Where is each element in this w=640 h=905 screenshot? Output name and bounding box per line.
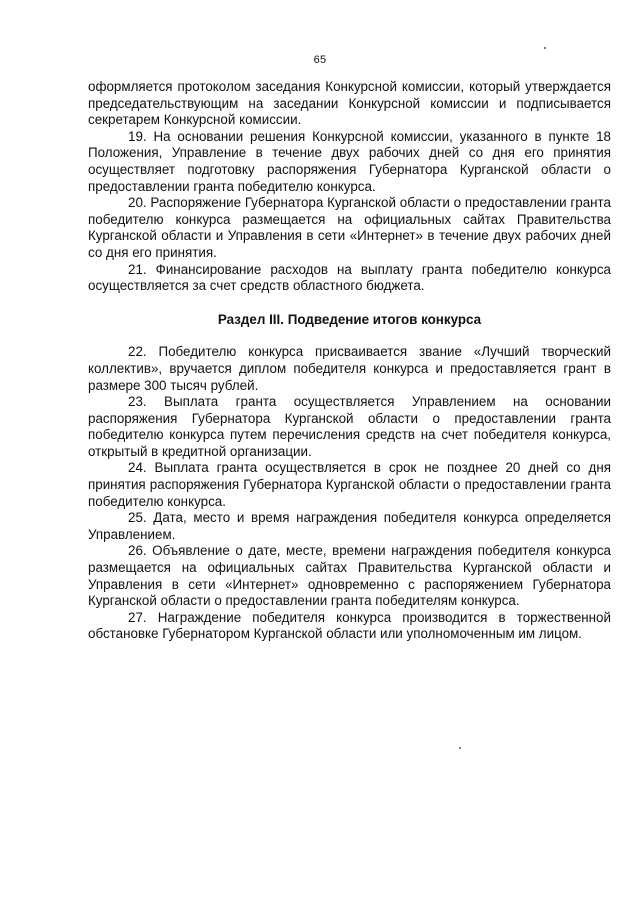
document-body: [88, 79, 611, 643]
paragraph-22: 22. Победителю конкурса присваивается звание «Лучший творческий коллектив», вручается диплом победителя конкурса и предоставляется грант в размере 300 тысяч рублей.: [88, 344, 611, 393]
paragraph-26: 26. Объявление о дате, месте, времени награждения победителя конкурса размещается на официальных сайтах Правительства Курганской области и Управления в сети «Интернет» одновременно с распоряжением Губернатора Курганской области о предоставлении гранта победителям конкурса.: [88, 543, 611, 609]
section-heading: Раздел III. Подведение итогов конкурса: [217, 311, 482, 327]
paragraph-24: 24. Выплата гранта осуществляется в срок не позднее 20 дней со дня принятия распоряжения Губернатора Курганской области о предоставлении гранта победителю конкурса.: [88, 460, 611, 509]
paragraph-19: 19. На основании решения Конкурсной комиссии, указанного в пункте 18 Положения, Управление в течение двух рабочих дней со дня его принятия осуществляет подготовку распоряжения Губернатора Курганской области о предоставлении гранта победителю конкурса.: [88, 128, 611, 194]
paragraph-27: 27. Награждение победителя конкурса производится в торжественной обстановке Губернатором Курганской области или уполномоченным им лицом.: [88, 609, 611, 642]
paragraph-continuation: оформляется протоколом заседания Конкурсной комиссии, который утверждается председательствующим на заседании Конкурсной комиссии и подписывается секретарем Конкурсной комиссии.: [88, 79, 611, 128]
paragraph-25: 25. Дата, место и время награждения победителя конкурса определяется Управлением.: [88, 510, 611, 542]
paragraph-20: 20. Распоряжение Губернатора Курганской области о предоставлении гранта победителю конкурса размещается на официальных сайтах Правительства Курганской области и Управления в сети «Интернет» в течение двух рабочих дней со дня его принятия.: [88, 195, 611, 260]
scan-dot: [544, 47, 546, 49]
paragraph-21: 21. Финансирование расходов на выплату гранта победителю конкурса осуществляется за счет средств областного бюджета.: [88, 261, 611, 294]
page-number: 65: [313, 54, 327, 66]
scan-dot: [459, 747, 461, 749]
paragraph-23: 23. Выплата гранта осуществляется Управлением на основании распоряжения Губернатора Курганской области о предоставлении гранта победителю конкурса путем перечисления средств на счет победителя конкурса, открытый в кредитной организации.: [88, 394, 611, 459]
